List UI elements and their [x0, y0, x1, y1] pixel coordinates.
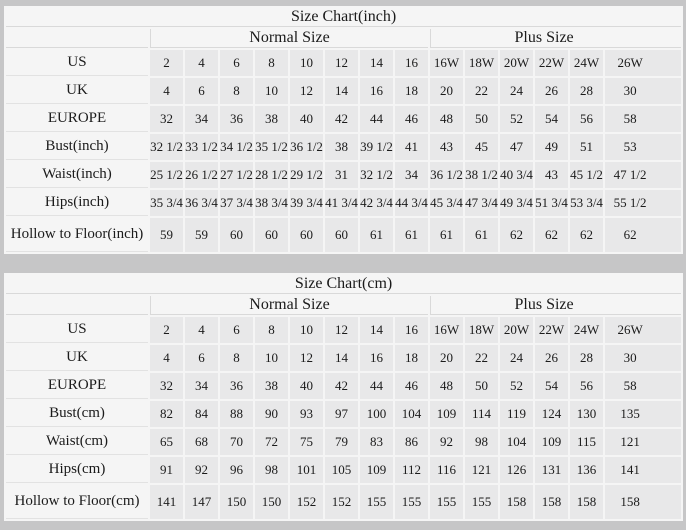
row-label: Bust(cm)	[6, 401, 148, 427]
size-cell: 62	[605, 218, 681, 252]
size-cell: 48	[430, 373, 463, 399]
size-cell: 98	[255, 457, 288, 483]
size-cell: 50	[465, 373, 498, 399]
size-cell: 34 1/2	[220, 134, 253, 160]
size-cell: 6	[220, 50, 253, 76]
size-cell: 35 3/4	[150, 190, 183, 216]
size-cell: 38	[255, 106, 288, 132]
row-label: US	[6, 50, 148, 76]
size-cell: 61	[465, 218, 498, 252]
size-cell: 92	[185, 457, 218, 483]
size-cell: 35 1/2	[255, 134, 288, 160]
size-cell: 59	[150, 218, 183, 252]
size-cell: 59	[185, 218, 218, 252]
size-cell: 10	[290, 317, 323, 343]
size-cell: 46	[395, 106, 428, 132]
size-cell: 61	[395, 218, 428, 252]
size-cell: 136	[570, 457, 603, 483]
size-cell: 45 3/4	[430, 190, 463, 216]
size-cell: 68	[185, 429, 218, 455]
size-cell: 58	[605, 106, 681, 132]
size-cell: 72	[255, 429, 288, 455]
size-cell: 61	[360, 218, 393, 252]
table-row	[6, 345, 681, 371]
size-cell: 18	[395, 78, 428, 104]
size-cell: 70	[220, 429, 253, 455]
size-cell: 114	[465, 401, 498, 427]
size-cell: 40	[290, 373, 323, 399]
size-cell: 22W	[535, 50, 568, 76]
size-cell: 109	[360, 457, 393, 483]
size-cell: 12	[325, 50, 358, 76]
size-cell: 38 3/4	[255, 190, 288, 216]
size-cell: 49 3/4	[500, 190, 533, 216]
size-cell: 158	[570, 485, 603, 519]
size-cell: 130	[570, 401, 603, 427]
size-cell: 18W	[465, 317, 498, 343]
size-cell: 26 1/2	[185, 162, 218, 188]
size-cell: 84	[185, 401, 218, 427]
size-cell: 96	[220, 457, 253, 483]
size-cell: 119	[500, 401, 533, 427]
table-row	[6, 78, 681, 104]
size-cell: 20W	[500, 50, 533, 76]
size-cell: 141	[150, 485, 183, 519]
size-cell: 8	[220, 345, 253, 371]
size-cell: 39 1/2	[360, 134, 393, 160]
size-cell: 16W	[430, 317, 463, 343]
row-label: EUROPE	[6, 106, 148, 132]
size-cell: 44	[360, 373, 393, 399]
size-cell: 22	[465, 345, 498, 371]
table-row	[6, 401, 681, 427]
size-cell: 105	[325, 457, 358, 483]
size-cell: 16W	[430, 50, 463, 76]
size-cell: 52	[500, 373, 533, 399]
size-cell: 26	[535, 78, 568, 104]
size-cell: 14	[360, 317, 393, 343]
size-cell: 18	[395, 345, 428, 371]
size-cell: 20W	[500, 317, 533, 343]
size-cell: 6	[185, 345, 218, 371]
size-cell: 116	[430, 457, 463, 483]
row-label: EUROPE	[6, 373, 148, 399]
table-row	[6, 218, 681, 252]
size-cell: 51	[570, 134, 603, 160]
size-cell: 25 1/2	[150, 162, 183, 188]
row-label: Waist(cm)	[6, 429, 148, 455]
size-cell: 8	[255, 317, 288, 343]
table-row	[6, 457, 681, 483]
table-title-inch: Size Chart(inch)	[6, 8, 681, 27]
size-cell: 126	[500, 457, 533, 483]
size-cell: 62	[570, 218, 603, 252]
size-cell: 36 1/2	[430, 162, 463, 188]
size-cell: 47 1/2	[605, 162, 681, 188]
size-cell: 43	[535, 162, 568, 188]
size-cell: 44 3/4	[395, 190, 428, 216]
size-cell: 34	[395, 162, 428, 188]
size-cell: 131	[535, 457, 568, 483]
size-cell: 16	[395, 50, 428, 76]
row-label: Waist(inch)	[6, 162, 148, 188]
size-cell: 109	[430, 401, 463, 427]
row-label: US	[6, 317, 148, 343]
size-cell: 75	[290, 429, 323, 455]
size-cell: 38	[255, 373, 288, 399]
size-cell: 36 3/4	[185, 190, 218, 216]
size-cell: 32 1/2	[360, 162, 393, 188]
size-cell: 36	[220, 106, 253, 132]
size-cell: 90	[255, 401, 288, 427]
size-cell: 155	[360, 485, 393, 519]
group-header-normal-size: Normal Size	[150, 29, 428, 48]
size-cell: 50	[465, 106, 498, 132]
size-cell: 16	[395, 317, 428, 343]
size-cell: 100	[360, 401, 393, 427]
size-cell: 4	[185, 317, 218, 343]
size-cell: 152	[290, 485, 323, 519]
size-cell: 58	[605, 373, 681, 399]
size-cell: 31	[325, 162, 358, 188]
size-cell: 53	[605, 134, 681, 160]
size-cell: 55 1/2	[605, 190, 681, 216]
size-cell: 2	[150, 317, 183, 343]
size-cell: 18W	[465, 50, 498, 76]
corner-cell	[6, 29, 148, 48]
table-row	[6, 373, 681, 399]
size-cell: 52	[500, 106, 533, 132]
size-cell: 147	[185, 485, 218, 519]
row-label: UK	[6, 345, 148, 371]
size-cell: 150	[220, 485, 253, 519]
size-cell: 26W	[605, 50, 681, 76]
size-cell: 45	[465, 134, 498, 160]
size-cell: 12	[290, 78, 323, 104]
size-cell: 16	[360, 78, 393, 104]
table-row	[6, 429, 681, 455]
size-cell: 47	[500, 134, 533, 160]
row-label: Bust(inch)	[6, 134, 148, 160]
row-label: Hips(cm)	[6, 457, 148, 483]
size-cell: 38 1/2	[465, 162, 498, 188]
size-cell: 150	[255, 485, 288, 519]
group-header-plus-size: Plus Size	[430, 29, 681, 48]
size-cell: 37 3/4	[220, 190, 253, 216]
group-header-normal-size: Normal Size	[150, 296, 428, 315]
size-cell: 60	[290, 218, 323, 252]
size-cell: 24	[500, 345, 533, 371]
size-cell: 39 3/4	[290, 190, 323, 216]
size-cell: 41	[395, 134, 428, 160]
size-cell: 124	[535, 401, 568, 427]
size-cell: 6	[185, 78, 218, 104]
size-cell: 53 3/4	[570, 190, 603, 216]
size-cell: 49	[535, 134, 568, 160]
size-cell: 112	[395, 457, 428, 483]
table-row	[6, 190, 681, 216]
size-cell: 4	[150, 78, 183, 104]
size-cell: 65	[150, 429, 183, 455]
size-cell: 155	[465, 485, 498, 519]
size-cell: 54	[535, 373, 568, 399]
size-cell: 8	[255, 50, 288, 76]
size-cell: 12	[290, 345, 323, 371]
table-row	[6, 134, 681, 160]
size-cell: 34	[185, 106, 218, 132]
size-cell: 24W	[570, 317, 603, 343]
size-cell: 14	[360, 50, 393, 76]
size-cell: 34	[185, 373, 218, 399]
size-cell: 41 3/4	[325, 190, 358, 216]
table-row	[6, 50, 681, 76]
size-cell: 109	[535, 429, 568, 455]
size-cell: 30	[605, 345, 681, 371]
size-cell: 40 3/4	[500, 162, 533, 188]
size-cell: 48	[430, 106, 463, 132]
size-cell: 115	[570, 429, 603, 455]
row-label: Hollow to Floor(cm)	[6, 485, 148, 519]
size-cell: 104	[395, 401, 428, 427]
size-cell: 10	[255, 78, 288, 104]
size-cell: 2	[150, 50, 183, 76]
size-cell: 12	[325, 317, 358, 343]
size-cell: 14	[325, 345, 358, 371]
row-label: UK	[6, 78, 148, 104]
size-cell: 82	[150, 401, 183, 427]
size-cell: 16	[360, 345, 393, 371]
group-header-plus-size: Plus Size	[430, 296, 681, 315]
size-cell: 158	[605, 485, 681, 519]
size-cell: 10	[290, 50, 323, 76]
size-chart-table-inch	[4, 6, 683, 254]
size-cell: 83	[360, 429, 393, 455]
size-cell: 93	[290, 401, 323, 427]
size-cell: 62	[535, 218, 568, 252]
size-cell: 98	[465, 429, 498, 455]
size-cell: 155	[395, 485, 428, 519]
size-cell: 56	[570, 373, 603, 399]
size-cell: 51 3/4	[535, 190, 568, 216]
size-cell: 47 3/4	[465, 190, 498, 216]
size-cell: 26	[535, 345, 568, 371]
size-cell: 135	[605, 401, 681, 427]
table-row	[6, 485, 681, 519]
size-cell: 104	[500, 429, 533, 455]
table-row	[6, 106, 681, 132]
size-cell: 44	[360, 106, 393, 132]
size-cell: 8	[220, 78, 253, 104]
size-cell: 60	[325, 218, 358, 252]
size-cell: 4	[150, 345, 183, 371]
size-cell: 32	[150, 106, 183, 132]
size-cell: 22	[465, 78, 498, 104]
size-cell: 152	[325, 485, 358, 519]
size-cell: 141	[605, 457, 681, 483]
size-cell: 60	[255, 218, 288, 252]
size-cell: 24	[500, 78, 533, 104]
size-cell: 20	[430, 78, 463, 104]
size-cell: 88	[220, 401, 253, 427]
size-cell: 62	[500, 218, 533, 252]
size-cell: 60	[220, 218, 253, 252]
table-row	[6, 317, 681, 343]
size-cell: 42 3/4	[360, 190, 393, 216]
size-cell: 158	[535, 485, 568, 519]
table-row	[6, 162, 681, 188]
corner-cell	[6, 296, 148, 315]
size-cell: 28 1/2	[255, 162, 288, 188]
size-cell: 36	[220, 373, 253, 399]
size-cell: 14	[325, 78, 358, 104]
size-cell: 36 1/2	[290, 134, 323, 160]
size-cell: 6	[220, 317, 253, 343]
size-cell: 20	[430, 345, 463, 371]
size-cell: 155	[430, 485, 463, 519]
size-cell: 42	[325, 373, 358, 399]
row-label: Hips(inch)	[6, 190, 148, 216]
size-cell: 33 1/2	[185, 134, 218, 160]
size-cell: 4	[185, 50, 218, 76]
size-cell: 29 1/2	[290, 162, 323, 188]
table-title-cm: Size Chart(cm)	[6, 275, 681, 294]
size-cell: 27 1/2	[220, 162, 253, 188]
size-cell: 86	[395, 429, 428, 455]
size-cell: 42	[325, 106, 358, 132]
size-cell: 43	[430, 134, 463, 160]
size-cell: 97	[325, 401, 358, 427]
size-cell: 38	[325, 134, 358, 160]
size-cell: 24W	[570, 50, 603, 76]
size-cell: 22W	[535, 317, 568, 343]
size-cell: 61	[430, 218, 463, 252]
size-cell: 56	[570, 106, 603, 132]
row-label: Hollow to Floor(inch)	[6, 218, 148, 252]
size-cell: 46	[395, 373, 428, 399]
size-cell: 121	[605, 429, 681, 455]
size-cell: 26W	[605, 317, 681, 343]
size-cell: 30	[605, 78, 681, 104]
size-cell: 79	[325, 429, 358, 455]
size-cell: 28	[570, 345, 603, 371]
size-cell: 40	[290, 106, 323, 132]
size-cell: 28	[570, 78, 603, 104]
size-cell: 54	[535, 106, 568, 132]
size-cell: 32	[150, 373, 183, 399]
size-cell: 101	[290, 457, 323, 483]
size-cell: 158	[500, 485, 533, 519]
size-cell: 121	[465, 457, 498, 483]
size-cell: 10	[255, 345, 288, 371]
size-cell: 92	[430, 429, 463, 455]
size-chart-table-cm	[4, 273, 683, 521]
size-cell: 91	[150, 457, 183, 483]
size-cell: 32 1/2	[150, 134, 183, 160]
size-cell: 45 1/2	[570, 162, 603, 188]
